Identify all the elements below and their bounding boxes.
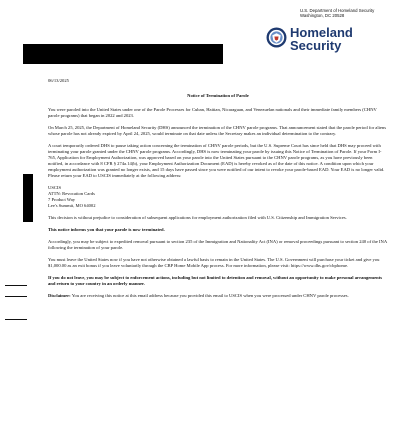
paragraph-termination: This notice informs you that your parole is now terminated.: [48, 227, 165, 232]
homeland-security-logo: [290, 26, 353, 52]
department-city: Washington, DC 20528: [300, 13, 345, 18]
return-address: [48, 185, 388, 209]
paragraph-disclaimer: [48, 293, 388, 299]
paragraph-ead-revocation: A court temporarily ordered DHS to pause taking action concerning the termination of CHNV parole periods, but the U.S. Supreme Court has since held that DHS may proceed with terminating your parole granted under the CHNV parole programs. Accordingly, DHS is now terminating your parole by issuing this Notice of Termination of Parole. If your Form I-765, Application for Employment Authorization, was approved based on your parole into the United States pursuant to the CHNV parole programs, as you have previously been notified, in accordance with 8 CFR § 274a.14(b), your Employment Authorization Document (EAD) is hereby revoked as of the date of this notice. A condition upon which your employment authorization was granted no longer exists, and 15 days have passed since you were notified of our intent to revoke your parole-based EAD. Your EAD is no longer valid. Please return your EAD to USCIS immediately at the following address:: [48, 143, 385, 178]
paragraph-announcement: On March 25, 2025, the Department of Homeland Security (DHS) announced the termination of the CHNV parole programs. That announcement stated that the parole period for aliens whose parole has not already expired by April 24, 2025, would terminate on that date unless the Secretary makes an individual determination to the contrary.: [48, 125, 387, 136]
redaction-bar-header: [23, 44, 223, 64]
margin-mark: [5, 319, 27, 320]
paragraph-enforcement-warning: If you do not leave, you may be subject to enforcement actions, including but not limited to detention and removal, without an opportunity to make personal arrangements and return to your country in an orderly manner.: [48, 275, 383, 286]
address-line: Lee's Summit, MO 64002: [48, 203, 96, 208]
brand-line-1: Homeland: [290, 25, 353, 40]
paragraph-leave-now: You must leave the United States now if you have not otherwise obtained a lawful basis to remain in the United States. The U.S. Government will purchase your ticket and give you $1,000.00 as an exit bonus if you leave voluntarily through the CBP Home Mobile App process. For more information, please visit: https://www.dhs.gov/cbphome.: [48, 257, 380, 268]
disclaimer-text: You are receiving this notice at this email address because you provided this email to USCIS when you were processed under CHNV parole processes.: [70, 293, 349, 298]
brand-line-2: Security: [290, 38, 342, 53]
department-address: [300, 8, 374, 18]
letter-body: [48, 78, 388, 305]
disclaimer-label: Disclaimer:: [48, 293, 71, 298]
address-line: ATTN: Revocation Cards: [48, 191, 95, 196]
letter-subject: Notice of Termination of Parole: [187, 93, 249, 98]
address-line: USCIS: [48, 185, 62, 190]
paragraph-intro: You were paroled into the United States under one of the Parole Processes for Cuban, Haitian, Nicaraguan, and Venezuelan nationals and their immediate family members (CHNV parole programs) that began in 2022 and 2023.: [48, 107, 377, 118]
dhs-seal-icon: [266, 27, 287, 48]
paragraph-without-prejudice: This decision is without prejudice to consideration of subsequent applications for employment authorization filed with U.S. Citizenship and Immigration Services.: [48, 215, 347, 220]
department-name: U.S. Department of Homeland Security: [300, 8, 375, 13]
margin-mark: [5, 296, 27, 297]
redaction-bar-side: [23, 174, 33, 222]
paragraph-removal: Accordingly, you may be subject to expedited removal pursuant to section 235 of the Immigration and Nationality Act (INA) or removal proceedings pursuant to section 240 of the INA following the termination of your parole.: [48, 239, 387, 250]
margin-mark: [5, 285, 27, 286]
letter-date: 06/13/2025: [48, 78, 69, 83]
address-line: 7 Product Way: [48, 197, 76, 202]
